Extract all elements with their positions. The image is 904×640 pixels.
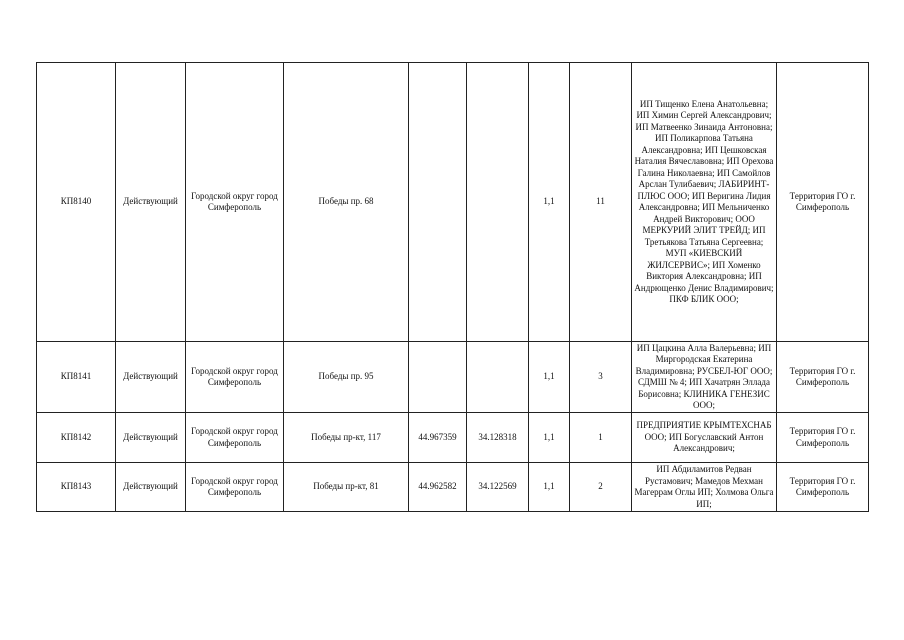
- registry-table: [36, 62, 869, 512]
- address-cell: Победы пр-кт, 81: [284, 463, 409, 512]
- container-count-cell: 2: [570, 463, 632, 512]
- table-row: [37, 463, 869, 512]
- volume-cell: 1,1: [529, 342, 570, 413]
- volume-cell: 1,1: [529, 63, 570, 342]
- address-cell: Победы пр-кт, 117: [284, 413, 409, 463]
- table-row: [37, 63, 869, 342]
- latitude-cell: 44.962582: [409, 463, 467, 512]
- longitude-cell: [467, 342, 529, 413]
- owners-cell: ИП Цацкина Алла Валерьевна; ИП Миргородская Екатерина Владимировна; РУСБЕЛ-ЮГ ООО; СДМШ № 4; ИП Хачатрян Эллада Борисовна; КЛИНИКА ГЕНЕЗИС ООО;: [632, 342, 777, 413]
- status-cell: Действующий: [116, 413, 186, 463]
- owners-cell: ИП Абдиламитов Редван Рустамович; Мамедов Мехман Магеррам Оглы ИП; Холмова Ольга ИП;: [632, 463, 777, 512]
- container-count-cell: 11: [570, 63, 632, 342]
- longitude-cell: 34.122569: [467, 463, 529, 512]
- table-row: [37, 342, 869, 413]
- site-id-cell: КП8143: [37, 463, 116, 512]
- owners-cell: ПРЕДПРИЯТИЕ КРЫМТЕХСНАБ ООО; ИП Богуславский Антон Александрович;: [632, 413, 777, 463]
- site-id-cell: КП8140: [37, 63, 116, 342]
- container-count-cell: 1: [570, 413, 632, 463]
- container-count-cell: 3: [570, 342, 632, 413]
- municipality-cell: Городской округ город Симферополь: [186, 413, 284, 463]
- status-cell: Действующий: [116, 342, 186, 413]
- site-id-cell: КП8141: [37, 342, 116, 413]
- latitude-cell: 44.967359: [409, 413, 467, 463]
- latitude-cell: [409, 63, 467, 342]
- municipality-cell: Городской округ город Симферополь: [186, 463, 284, 512]
- table-row: [37, 413, 869, 463]
- status-cell: Действующий: [116, 63, 186, 342]
- longitude-cell: 34.128318: [467, 413, 529, 463]
- municipality-cell: Городской округ город Симферополь: [186, 342, 284, 413]
- address-cell: Победы пр. 68: [284, 63, 409, 342]
- address-cell: Победы пр. 95: [284, 342, 409, 413]
- volume-cell: 1,1: [529, 463, 570, 512]
- territory-cell: Территория ГО г. Симферополь: [777, 413, 869, 463]
- volume-cell: 1,1: [529, 413, 570, 463]
- territory-cell: Территория ГО г. Симферополь: [777, 463, 869, 512]
- territory-cell: Территория ГО г. Симферополь: [777, 63, 869, 342]
- latitude-cell: [409, 342, 467, 413]
- territory-cell: Территория ГО г. Симферополь: [777, 342, 869, 413]
- longitude-cell: [467, 63, 529, 342]
- owners-cell: ИП Тищенко Елена Анатольевна; ИП Химин Сергей Александрович; ИП Матвеенко Зинаида Антоновна; ИП Поликарпова Татьяна Александровна; ИП Цешковская Наталия Вячеславовна; ИП Орехова Галина Николаевна; ИП Самойлов Арслан Тулибаевич; ЛАБИРИНТ-ПЛЮС ООО; ИП Веригина Лидия Александровна; ИП Мельниченко Андрей Викторович; ООО МЕРКУРИЙ ЭЛИТ ТРЕЙД; ИП Третьякова Татьяна Сергеевна; МУП «КИЕВСКИЙ ЖИЛСЕРВИС»; ИП Хоменко Виктория Александровна; ИП Андрющенко Денис Владимирович; ПКФ БЛИК ООО;: [632, 63, 777, 342]
- status-cell: Действующий: [116, 463, 186, 512]
- site-id-cell: КП8142: [37, 413, 116, 463]
- municipality-cell: Городской округ город Симферополь: [186, 63, 284, 342]
